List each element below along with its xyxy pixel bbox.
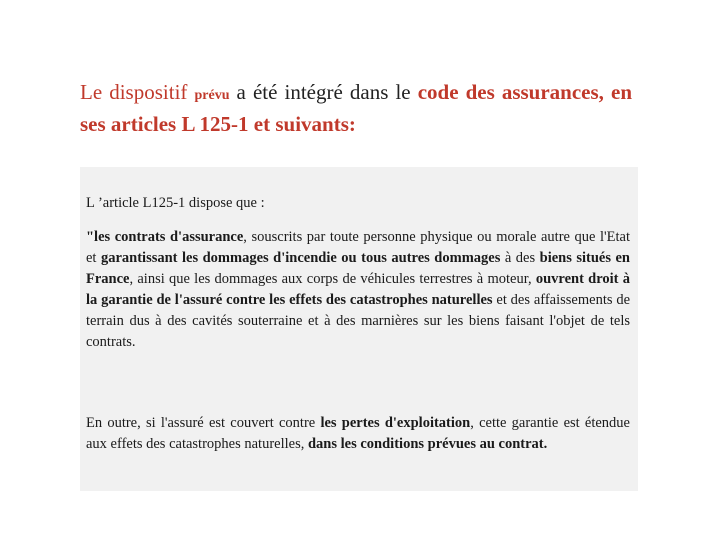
- quote-s2: , souscrits par toute personne physique ou morale autre que l'Etat et: [86, 229, 630, 266]
- outre-s2: les pertes d'exploitation: [320, 415, 471, 431]
- heading-part-3: a été intégré dans le: [229, 80, 418, 104]
- outre-s3: , cette garantie est étendue aux effets des catastrophes naturelles,: [86, 415, 630, 452]
- quote-s4: à des: [500, 250, 540, 266]
- quote-s5: biens situés en France: [86, 250, 631, 287]
- article-quote: [86, 227, 630, 353]
- quote-s1: "les contrats d'assurance: [86, 229, 244, 245]
- quote-s6: , ainsi que les dommages aux corps de véhicules terrestres à moteur,: [129, 271, 536, 287]
- quote-s8: et des affaissements de terrain dus à des cavités souterraine et à des marnières sur les biens faisant l'objet de tels contrats.: [86, 292, 631, 350]
- quote-s3: garantissant les dommages d'incendie ou tous autres dommages: [100, 250, 501, 266]
- heading: [80, 78, 632, 139]
- article-intro: L ’article L125-1 dispose que :: [86, 195, 265, 211]
- outre-s4: dans les conditions prévues au contrat.: [307, 436, 548, 452]
- outre-s1: En outre, si l'assuré est couvert contre: [86, 415, 321, 431]
- heading-part-2: prévu: [194, 88, 230, 103]
- heading-part-1: Le dispositif: [80, 80, 195, 104]
- heading-part-4: code des assurances, en ses articles L 125-1 et suivants:: [80, 80, 632, 136]
- outre-paragraph: [86, 413, 630, 455]
- quote-s7: ouvrent droit à la garantie de l'assuré contre les effets des catastrophes naturelles: [86, 271, 630, 308]
